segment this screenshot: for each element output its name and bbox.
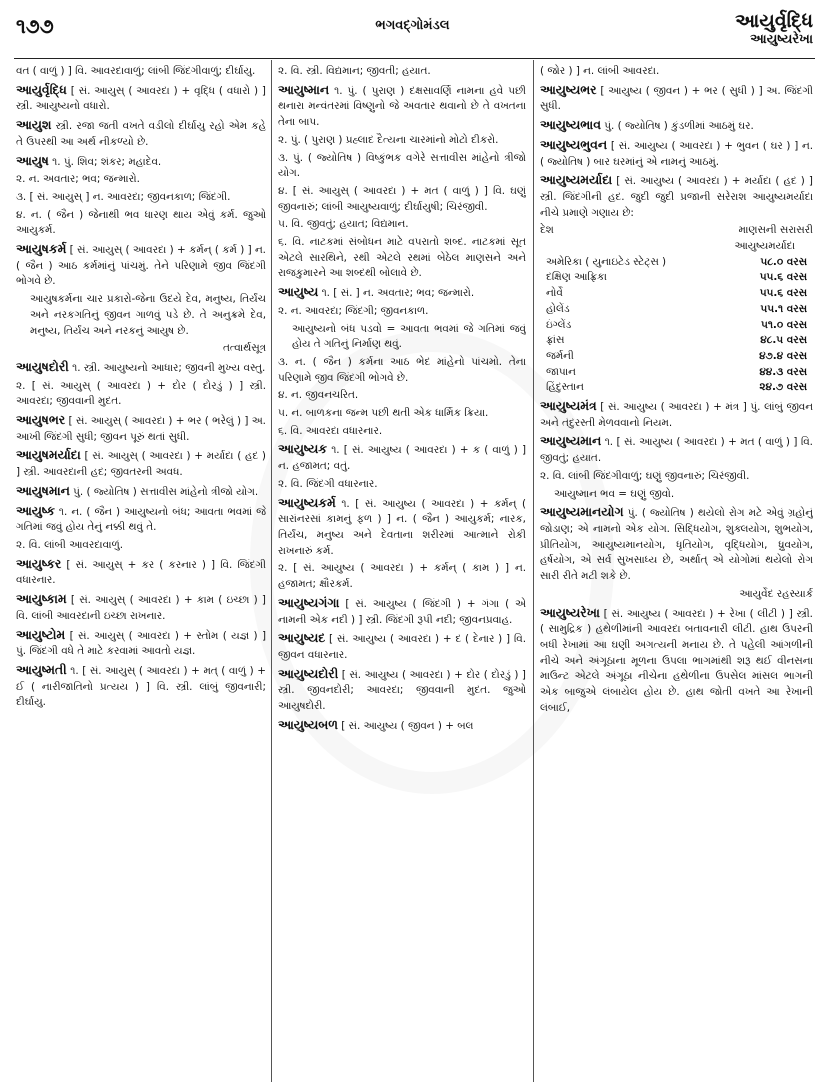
sub-sense: ૨. [ સં. આયુષ્ય ( આવરદા ) + કર્મન્ ( કામ ) ] ન. હજામત; ક્ષૌરકર્મ. [278, 562, 526, 591]
headword: આયુષ્મતી [16, 661, 67, 677]
dictionary-entry [16, 556, 266, 589]
headword: આયુષ [16, 152, 49, 168]
definition: [ સં. આયુસ્ + કર ( કરનાર ) ] વિ. જિંદગી વધારનાર. [16, 558, 266, 587]
definition: [ સં. આયુષ્ય ( આવરદા ) + દ ( દેનાર ) ] વિ. જીવન વધારનાર. [278, 633, 526, 661]
definition: [ સં. આયુસ્ ( આવરદા ) + સ્તોમ ( યજ્ઞ ) ] પું. જિંદગી વધે તે માટે કરવામાં આવતો યજ્ઞ. [16, 629, 266, 658]
definition: ૧. પું. શિવ; શંકર; મહાદેવ. [52, 155, 162, 168]
sub-sense: ૩. પું. ( જ્યોતિષ ) વિષ્કુંભક વગેરે સત્તાવીસ માંહેનો ત્રીજો યોગ. [278, 151, 526, 180]
headword: આયુષ્યમર્યાદા [540, 172, 613, 188]
column-header-country: દેશ [540, 224, 554, 237]
lifespan-table [540, 223, 813, 396]
headword: આયુષમાન [16, 482, 70, 498]
country-cell: નોર્વે [546, 287, 563, 300]
table-row [540, 270, 813, 286]
country-cell: અમેરિકા ( યુનાઇટેડ સ્ટેટ્સ ) [546, 255, 667, 268]
usage-example: આયુષકર્મના ચાર પ્રકારો-જેના ઉદયે દેવ, મનુષ્ય, તિર્યંચ અને નરકગતિનું જીવન ગાળવું પડે છે. તે અનુક્રમે દેવ, મનુષ્ય, તિર્યંચ અને નરકનું આયુષ છે. [30, 293, 266, 337]
dictionary-entry [16, 627, 266, 660]
dictionary-entry [278, 82, 526, 131]
page-number: ૧૭૭ [16, 14, 54, 38]
definition: ૧. પું. ( પુરાણ ) દક્ષસાવર્ણિ નામના હવે પછી થનારા મન્વંતરમાં વિષ્ણુનો જે અવતાર થવાનો છે તે વખતના તેના બાપ. [278, 84, 526, 129]
dictionary-entry [540, 82, 813, 115]
definition: ૧. [ સં. આયુષ્ય ( આવરદા ) + ક ( વાળું ) ] ન. હજામત; વતું. [278, 444, 526, 473]
sub-sense: ૫. ન. બાળકના જન્મ પછી થતી એક ધાર્મિક ક્રિયા. [278, 407, 489, 420]
definition: [ સં. આયુષ્ય ( આવરદા ) + મર્યાદા ( હદ ) ] સ્ત્રી. જિંદગીની હદ. જુદી જુદી પ્રજાની સરેરાશ આયુષ્યમર્યાદા નીચે પ્રમાણે ગણાય છે: [540, 175, 813, 219]
headword: આયુષદોરી [16, 358, 69, 374]
definition: [ સં. આયુષ્ય ( આવરદા ) + દોર ( દોરડું ) ] સ્ત્રી. જીવનદોરી; આવરદા; જીવવાની મુદત. જુઓ આયુષદોરી. [278, 668, 526, 713]
table-row [540, 380, 813, 396]
column-divider [271, 60, 272, 1082]
dictionary-entry [16, 483, 266, 501]
headword: આયુષ્યગંગા [278, 594, 340, 610]
guide-word-first: આયુર્વૃદ્ધિ [735, 10, 813, 32]
definition: [ સં. આયુસ્ ( આવરદા ) + કામ ( ઇચ્છા ) ] વિ. લાંબી આવરદાની ઇચ્છા રાખનાર. [16, 594, 266, 622]
sub-sense: ૨. વિ. સ્ત્રી. વિદ્યમાન; જીવતી; હયાત. [278, 65, 431, 77]
sub-sense: ૨. ન. આવરદા; જિંદગી; જીવનકાળ. [278, 304, 429, 317]
column-divider [533, 60, 534, 1082]
headword: આયુષ્યભુવન [540, 136, 608, 152]
headword: આયુષ્યરેખા [540, 604, 600, 620]
definition: પું. ( જ્યોતિષ ) સત્તાવીસ માંહેનો ત્રીજો યોગ. [73, 485, 259, 498]
definition: [ સં. આયુષ્ય ( આવરદા ) + ભુવન ( ઘર ) ] ન. ( જ્યોતિષ ) બાર ઘરમાંનું એ નામનું આઠમું. [540, 139, 813, 168]
definition: સ્ત્રી. રજા જતી વખતે વડીલો દીર્ઘાયુ રહો એમ કહે તે ઉપરથી આ અર્થ નીકળ્યો છે. [16, 120, 266, 148]
country-cell: દક્ષિણ આફ્રિકા [546, 271, 607, 284]
table-row [540, 318, 813, 334]
dictionary-entry [278, 595, 526, 628]
dictionary-entry [16, 503, 266, 536]
sub-sense: ૬. વિ. આવરદા વધારનાર. [278, 424, 383, 437]
years-cell: ૪૪.૩ વરસ [759, 365, 807, 378]
years-cell: ૪૭.૪ વરસ [759, 349, 807, 362]
dictionary-entry [540, 398, 813, 431]
sub-sense: ૨. ન. અવતાર; ભવ; જન્મારો. [16, 173, 140, 186]
headword: આયુષ્યકર્મ [278, 494, 336, 510]
dictionary-entry [16, 117, 266, 150]
years-cell: ૫૫.૬ વરસ [759, 287, 807, 300]
page-title: ભગવદ્ગોમંડલ [375, 18, 450, 33]
definition: પું. ( જ્યોતિષ ) કુંડળીમાં આઠમું ઘર. [604, 120, 754, 133]
definition: ૧. ન. ( જૈન ) આયુષ્યનો બંધ; આવતા ભવમાં જે ગતિમાં જવું હોય તેનું નક્કી થવું તે. [16, 505, 266, 534]
dictionary-entry [278, 717, 526, 735]
table-header [540, 223, 813, 239]
dictionary-entry [16, 359, 266, 377]
sub-sense: ૨. પું. ( પુરાણ ) પ્રહ્લાદ દૈત્યના ચારમાંનો મોટો દીકરો. [278, 133, 499, 146]
column-header-lifespan: આયુષ્યમર્યાદા [734, 240, 795, 253]
sub-sense: ૪. ન. જીવનચરિત. [278, 389, 359, 402]
definition: ૧. સ્ત્રી. આયુષ્યનો આધાર; જીવની મુખ્ય વસ્તુ. [72, 361, 266, 374]
headword: આયુષમર્યાદા [16, 447, 81, 463]
column-1 [16, 64, 266, 1082]
years-cell: ૫૫.૬ વરસ [759, 271, 807, 284]
headword: આયુષ્યમાન [540, 433, 602, 449]
sub-sense: ૬. વિ. નાટકમાં સંબોધન માટે વપરાતો શબ્દ. નાટકમાં સૂત એટલે સારથિને, રથી એટલે રથમાં બેઠેલ માણસને અને રાજકુમારને આ શબ્દથી બોલાવે છે. [278, 236, 526, 280]
column-3 [540, 64, 813, 1082]
definition: વત ( વાળું ) ] વિ. આવરદાવાળું; લાંબી જિંદગીવાળું; દીર્ઘાયુ. [16, 65, 256, 77]
definition: ૧. [ સં. આયુસ્ ( આવરદા ) + મત્ ( વાળું ) + ઈ ( નારીજાતિનો પ્રત્યય ) ] વિ. સ્ત્રી. લાંબું જીવનારી; દીર્ઘાયુ. [16, 664, 266, 709]
definition: [ સં. આયુસ્ ( આવરદા ) + મર્યાદા ( હદ ) ] સ્ત્રી. આવરદાની હદ; જીવતરની અવધ. [16, 450, 266, 479]
country-cell: હિંદુસ્તાન [546, 381, 584, 394]
dictionary-entry [540, 117, 813, 135]
years-cell: ૪૮.૫ વરસ [760, 334, 807, 347]
definition: [ સં. આયુષ્ય ( આવરદા ) + મંત્ર ] પું. લાંબું જીવન અને તંદુરસ્તી મેળવવાનો નિયમ. [540, 401, 813, 429]
years-cell: ૫૧.૦ વરસ [761, 318, 807, 331]
definition: ૧. [ સં. આયુષ્ય ( આવરદા ) + મત ( વાળું ) ] વિ. જીવતું; હયાત. [540, 436, 813, 465]
country-cell: જર્મની [546, 349, 574, 362]
header-rule [14, 58, 815, 59]
dictionary-entry [540, 433, 813, 466]
dictionary-entry [16, 153, 266, 171]
sub-sense: ૨. [ સં. આયુસ્ ( આવરદા ) + દોર ( દોરડું ) ] સ્ત્રી. આવરદા; જીવવાની મુદત. [16, 379, 266, 408]
dictionary-entry [16, 64, 266, 80]
country-cell: ફ્રાંસ [546, 334, 565, 347]
definition: [ આયુષ્ય ( જીવન ) + ભર ( સુધી ) ] અ. જિંદગી સુધી. [540, 84, 813, 113]
table-row [540, 333, 813, 349]
sub-sense: ૨. વિ. લાંબી આવરદાવાળું. [16, 538, 123, 551]
table-row [540, 286, 813, 302]
headword: આયુષ્યભાવ [540, 117, 601, 133]
usage-example: આયુષ્માન ભવ = ઘણું જીવો. [554, 487, 675, 500]
headword: આયુષ્યક [278, 441, 328, 457]
headword: આયુષ્યમંત્ર [540, 398, 597, 414]
definition: [ સં. આયુસ્ ( આવરદા ) + ભર ( ભરેલું ) ] અ. આખી જિંદગી સુધી; જીવન પૂરું થતાં સુધી. [16, 415, 266, 443]
country-cell: ઇંગ્લેંડ [546, 318, 572, 331]
definition: પું. ( જ્યોતિષ ) થયેલો રોગ મટે એવું ગ્રહોનું જોડાણ; એ નામનો એક યોગ. સિદ્ધિયોગ, શુક્લયોગ, શુભયોગ, પ્રીતિયોગ, આયુષ્યમાનયોગ, ધૃતિયોગ, વૃદ્ધિયોગ, ધ્રુવયોગ, હર્ષયોગ, એ સર્વ સુખસાધ્ય છે, અર્થાત્ એ યોગોમાં થયેલો રોગ સારી રીતે મટી શકે છે. [540, 507, 813, 583]
dictionary-entry [278, 441, 526, 474]
definition: [ સં. આયુસ્ ( આવરદા ) + કર્મન્ ( કર્મ ) ] ન. ( જૈન ) આઠ કર્મમાંનું પાંચમું. તેને પરિણામે જીવ જિંદગી ભોગવે છે. [16, 244, 266, 288]
guide-word-last: આયુષ્યરેખા [750, 32, 813, 47]
dictionary-entry [16, 82, 266, 115]
column-header-average: માણસની સરાસરી [738, 224, 813, 237]
definition: [ સં. આયુષ્ય ( જીવન ) + બલ [341, 719, 474, 732]
sub-sense: ૨. વિ. જિંદગી વધારનાર. [278, 477, 378, 490]
dictionary-entry [16, 412, 266, 445]
definition: ૧. [ સં. આયુષ્ય ( આવરદા ) + કર્મન્ ( સારાંનરસાં કામનું ફળ ) ] ન. ( જૈન ) આયુકર્મ; નારક, તિર્યંચ, મનુષ્ય અને દેવતાના શરીરમાં આત્માને રોકી રાખનારું કર્મ. [278, 497, 526, 557]
headword: આયુર્વૃદ્ધિ [16, 81, 67, 97]
headword: આયુષ્કર [16, 555, 62, 571]
dictionary-entry [540, 172, 813, 221]
years-cell: ૨૪.૭ વરસ [759, 381, 807, 394]
headword: આયુષભર [16, 412, 66, 428]
dictionary-entry [540, 504, 813, 585]
table-row [540, 365, 813, 381]
source-citation: તત્વાર્થસૂત્ર [222, 342, 266, 355]
headword: આયુષ્ટોમ [16, 626, 66, 642]
headword: આયુષ્યભર [540, 81, 597, 97]
dictionary-entry [16, 241, 266, 290]
sub-sense: ૨. વિ. લાંબી જિંદગીવાળું; ઘણું જીવનારું; ચિરંજીવી. [540, 469, 750, 482]
page-header [0, 0, 825, 48]
dictionary-entry [278, 630, 526, 663]
dictionary-entry [540, 605, 813, 717]
dictionary-entry [16, 662, 266, 711]
definition: ( જોર ) ] ન. લાંબી આવરદા. [540, 65, 660, 77]
dictionary-entry [540, 137, 813, 170]
years-cell: ૫૮.૦ વરસ [760, 255, 807, 268]
headword: આયુષ્ક [16, 502, 55, 518]
years-cell: ૫૫.૧ વરસ [760, 302, 807, 315]
dictionary-entry [540, 64, 813, 80]
usage-example: આયુષ્યનો બંધ પડવો = આવતા ભવમાં જે ગતિમાં જવું હોય તે ગતિનું નિર્માણ થવું. [292, 322, 526, 351]
country-cell: હોલેંડ [546, 302, 570, 315]
headword: આયુષ્કામ [16, 591, 67, 607]
table-row [540, 255, 813, 271]
dictionary-entry [278, 666, 526, 715]
headword: આયુષ્યદોરી [278, 665, 339, 681]
dictionary-entry [278, 495, 526, 560]
sub-sense: ૪. ન. ( જૈન ) જેનાથી ભવ ધારણ થાય એવું કર્મ. જુઓ આયુકર્મ. [16, 208, 266, 237]
headword: આયુષ્માન [278, 81, 330, 97]
source-citation: આયુર્વેદ રહસ્યાર્ક [739, 587, 813, 600]
sub-sense: ૫. વિ. જીવતું; હયાત; વિદ્યમાન. [278, 218, 409, 231]
definition: [ સં. આયુસ્ ( આવરદા ) + વૃદ્ધિ ( વધારો ) ] સ્ત્રી. આયુષ્યનો વધારો. [16, 84, 266, 113]
definition: [ સં. આયુષ્ય ( જિંદગી ) + ગંગા ( એ નામની એક નદી ) ] સ્ત્રી. જિંદગી રૂપી નદી; જીવનપ્રવાહ. [278, 597, 526, 626]
table-row [540, 302, 813, 318]
definition: [ સં. આયુષ્ય ( આવરદા ) + રેખા ( લીટી ) ] સ્ત્રી. ( સામુદ્રિક ) હથેળીમાંની આવરદા બતાવનારી લીટી. હાથ ઉપરની બધી રેખામાં આ ઘણી અગત્યની મનાય છે. તે પહેલી આંગળીની નીચે અને અંગૂઠાના મૂળના ઉપલા ભાગમાંથી શરૂ થઈ વીનસના માઉન્ટ એટલે અંગૂઠા નીચેના હથેળીના ઉપસેલ માંસલ ભાગની એક બાજુએ લંબાયેલ હોય છે. હાથ જોતી વખતે આ રેખાની લંબાઈ, [540, 607, 813, 714]
dictionary-entry [16, 447, 266, 480]
headword: આયુશ [16, 117, 52, 133]
dictionary-entry [16, 591, 266, 624]
definition: ૧. [ સં. ] ન. અવતાર; ભવ; જન્મારો. [321, 287, 475, 300]
headword: આયુષ્યમાનયોગ [540, 504, 624, 520]
sub-sense: ૩. [ સં. આયુસ્ ] ન. આવરદા; જીવનકાળ; જિંદગી. [16, 190, 231, 203]
sub-sense: ૩. ન. ( જૈન ) કર્મના આઠ ભેદ માંહેનો પાંચમો. તેના પરિણામે જીવ જિંદગી ભોગવે છે. [278, 355, 526, 384]
country-cell: જાપાન [546, 365, 576, 378]
headword: આયુષ્ય [278, 284, 319, 300]
sub-sense: ૪. [ સં. આયુસ્ ( આવરદા ) + મત ( વાળું ) ] વિ. ઘણું જીવનારું; લાંબી આયુષ્યવાળું; દીર્ઘાયુષી; ચિરંજીવી. [278, 184, 526, 213]
column-2 [278, 64, 526, 1082]
dictionary-entry [278, 284, 526, 302]
table-row [540, 349, 813, 365]
headword: આયુષ્યદ [278, 630, 326, 646]
headword: આયુષકર્મ [16, 241, 67, 257]
headword: આયુષ્યબળ [278, 716, 338, 732]
